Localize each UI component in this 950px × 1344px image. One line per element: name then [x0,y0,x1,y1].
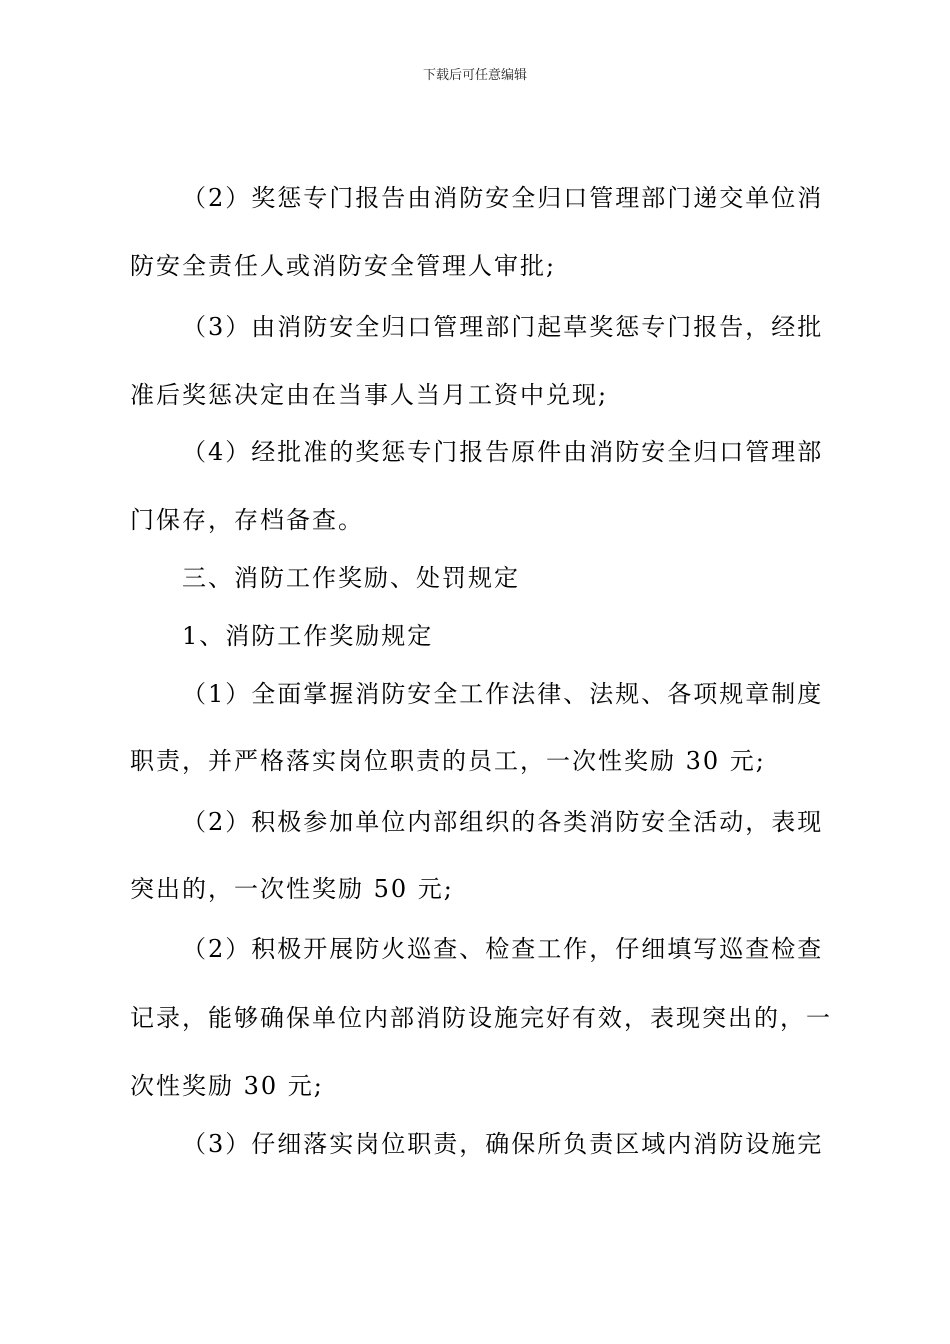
document-body [130,0,832,1344]
paragraph-line: （1）全面掌握消防安全工作法律、法规、各项规章制度 [182,680,824,708]
paragraph-line: 职责，并严格落实岗位职责的员工，一次性奖励 30 元; [130,747,766,775]
paragraph-line: （2）积极开展防火巡查、检查工作，仔细填写巡查检查 [182,935,824,963]
paragraph-line: 防安全责任人或消防安全管理人审批; [130,252,557,280]
section-heading: 三、消防工作奖励、处罚规定 [182,564,520,592]
paragraph-line: （2）奖惩专门报告由消防安全归口管理部门递交单位消 [182,184,824,212]
paragraph-line: 突出的，一次性奖励 50 元; [130,875,454,903]
subsection-heading: 1、消防工作奖励规定 [182,622,434,650]
paragraph-line: 准后奖惩决定由在当事人当月工资中兑现; [130,381,609,409]
paragraph-line: （3）由消防安全归口管理部门起草奖惩专门报告，经批 [182,313,824,341]
paragraph-line: 记录，能够确保单位内部消防设施完好有效，表现突出的，一 [130,1004,832,1032]
paragraph-line: 次性奖励 30 元; [130,1072,324,1100]
paragraph-line: （4）经批准的奖惩专门报告原件由消防安全归口管理部 [182,438,824,466]
paragraph-line: 门保存，存档备查。 [130,506,364,534]
paragraph-line: （2）积极参加单位内部组织的各类消防安全活动，表现 [182,808,824,836]
paragraph-line: （3）仔细落实岗位职责，确保所负责区域内消防设施完 [182,1130,824,1158]
page-header-note: 下载后可任意编辑 [422,68,527,83]
